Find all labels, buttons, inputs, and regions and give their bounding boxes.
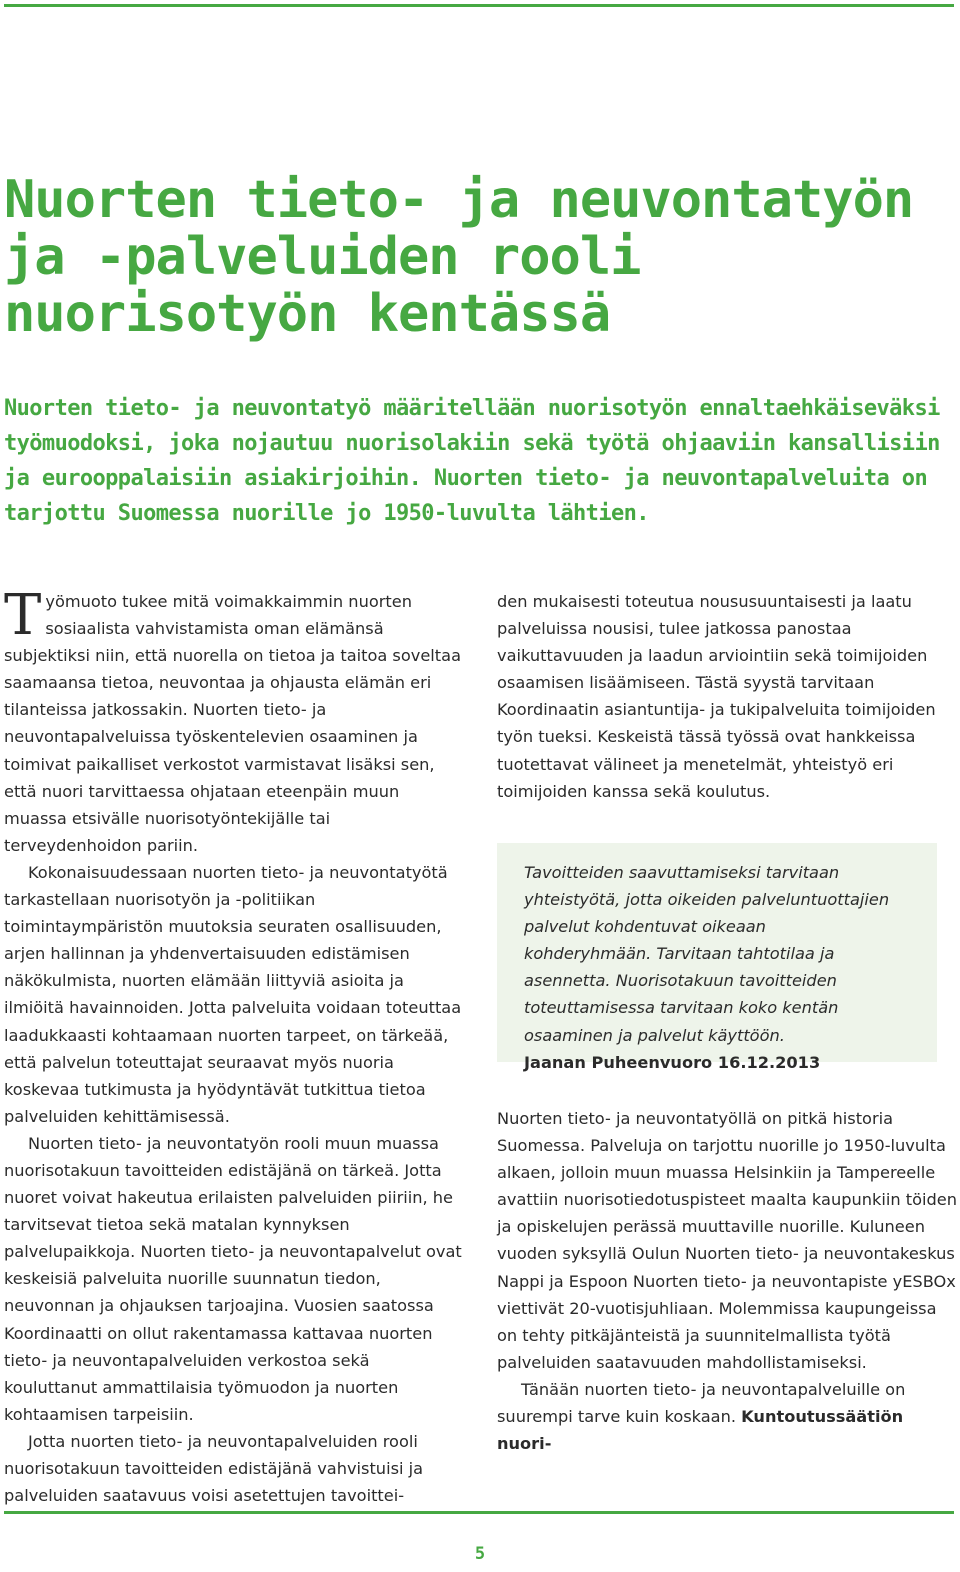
left-paragraph-1-text: yömuoto tukee mitä voimakkaimmin nuorten sosiaalista vahvistamista oman elämänsä subjektiksi niin, että nuorella on tietoa ja taitoa soveltaa saamaansa tietoa, neuvontaa ja ohjausta elämän eri tilanteissa jatkossakin. Nuorten tieto- ja neuvontapalveluissa työskentelevien osaaminen ja toimivat paikalliset verkostot varmistavat lisäksi sen, että nuori tarvittaessa ohjataan eteenpäin muun muassa etsivälle nuorisotyöntekijälle tai terveydenhoidon pariin.: [4, 592, 461, 855]
right-paragraph-2: Nuorten tieto- ja neuvontatyöllä on pitkä historia Suomessa. Palveluja on tarjottu nuorille jo 1950-luvulta alkaen, jolloin muun muassa Helsinkiin ja Tampereelle avattiin nuorisotiedotuspisteet maalta kaupunkiin töiden ja opiskelujen perässä muuttaville nuorille. Kuluneen vuoden syksyllä Oulun Nuorten tieto- ja neuvontakeskus Nappi ja Espoon Nuorten tieto- ja neuvontapiste yESBOx viettivät 20-vuotisjuhliaan. Molemmissa kaupungeissa on tehty pitkäjänteistä ja suunnitelmallista työtä palveluiden saatavuuden mahdollistamiseksi.: [497, 1109, 958, 1372]
left-paragraph-1: [4, 583, 464, 859]
page-number: 5: [474, 1544, 486, 1564]
bottom-rule: [4, 1511, 954, 1514]
drop-cap: T: [4, 583, 42, 648]
article-title: Nuorten tieto- ja neuvontatyön ja -palveluiden rooli nuorisotyön kentässä: [4, 170, 914, 344]
right-paragraph-3-bold: Kuntoutussäätiön nuori-: [497, 1407, 904, 1454]
right-column-bottom: [497, 1105, 957, 1457]
lead-paragraph: Nuorten tieto- ja neuvontatyö määritellään nuorisotyön ennaltaehkäiseväksi työmuodoksi, joka nojautuu nuorisolakiin sekä työtä ohjaaviin kansallisiin ja eurooppalaisiin asiakirjoihin. Nuorten tieto- ja neuvontapalveluita on tarjottu Suomessa nuorille jo 1950-luvulta lähtien.: [4, 396, 940, 526]
left-paragraph-2: Kokonaisuudessaan nuorten tieto- ja neuvontatyötä tarkastellaan nuorisotyön ja -politiikan toimintaympäristön muutoksia seuraten osallisuuden, arjen hallinnan ja yhdenvertaisuuden edistämisen näkökulmista, nuorten elämään liittyviä asioita ja ilmiöitä havainnoiden. Jotta palveluita voidaan toteuttaa laadukkaasti kohtaamaan nuorten tarpeet, on tärkeää, että palvelun toteuttajat seuraavat myös nuoria koskevaa tutkimusta ja hyödyntävät tutkittua tietoa palveluiden kehittämisessä.: [4, 862, 462, 1126]
top-rule: [4, 4, 954, 7]
right-column-top: [497, 588, 957, 805]
right-paragraph-1: den mukaisesti toteutua noususuuntaisesti ja laatu palveluissa nousisi, tulee jatkossa panostaa vaikuttavuuden ja laadun arviointiin sekä toimijoiden osaamisen lisäämiseen. Tästä syystä tarvitaan Koordinaatin asiantuntija- ja tukipalveluita toimijoiden työn tueksi. Keskeistä tässä työssä ovat hankkeissa tuotettavat välineet ja menetelmät, yhteistyö eri toimijoiden kanssa sekä koulutus.: [497, 592, 936, 801]
right-paragraph-3-text: Tänään nuorten tieto- ja neuvontapalveluille on suurempi tarve kuin koskaan.: [497, 1379, 906, 1427]
right-paragraph-3: [497, 1376, 957, 1457]
quote-source: Jaanan Puheenvuoro 16.12.2013: [524, 1052, 821, 1072]
left-paragraph-4: Jotta nuorten tieto- ja neuvontapalveluiden rooli nuorisotakuun tavoitteiden edistäjänä vahvistuisi ja palveluiden saatavuus voisi asetettujen tavoittei-: [4, 1431, 424, 1506]
left-column: [4, 583, 464, 1509]
quote-box: [497, 843, 937, 1072]
quote-text: Tavoitteiden saavuttamiseksi tarvitaan yhteistyötä, jotta oikeiden palveluntuottajien palvelut kohdentuvat oikeaan kohderyhmään. Tarvitaan tahtotilaa ja asennetta. Nuorisotakuun tavoitteiden toteuttamisessa tarvitaan koko kentän osaaminen ja palvelut käyttöön.: [524, 863, 890, 1045]
left-paragraph-3: Nuorten tieto- ja neuvontatyön rooli muun muassa nuorisotakuun tavoitteiden edistäjänä on tärkeä. Jotta nuoret voivat hakeutua erilaisten palveluiden piiriin, he tarvitsevat tietoa sekä matalan kynnyksen palvelupaikkoja. Nuorten tieto- ja neuvontapalvelut ovat keskeisiä palveluita nuorille suunnatun tiedon, neuvonnan ja ohjauksen tarjoajina. Vuosien saatossa Koordinaatti on ollut rakentamassa kattavaa nuorten tieto- ja neuvontapalveluiden verkostoa sekä kouluttanut ammattilaisia työmuodon ja nuorten kohtaamisen tarpeisiin.: [4, 1133, 462, 1424]
